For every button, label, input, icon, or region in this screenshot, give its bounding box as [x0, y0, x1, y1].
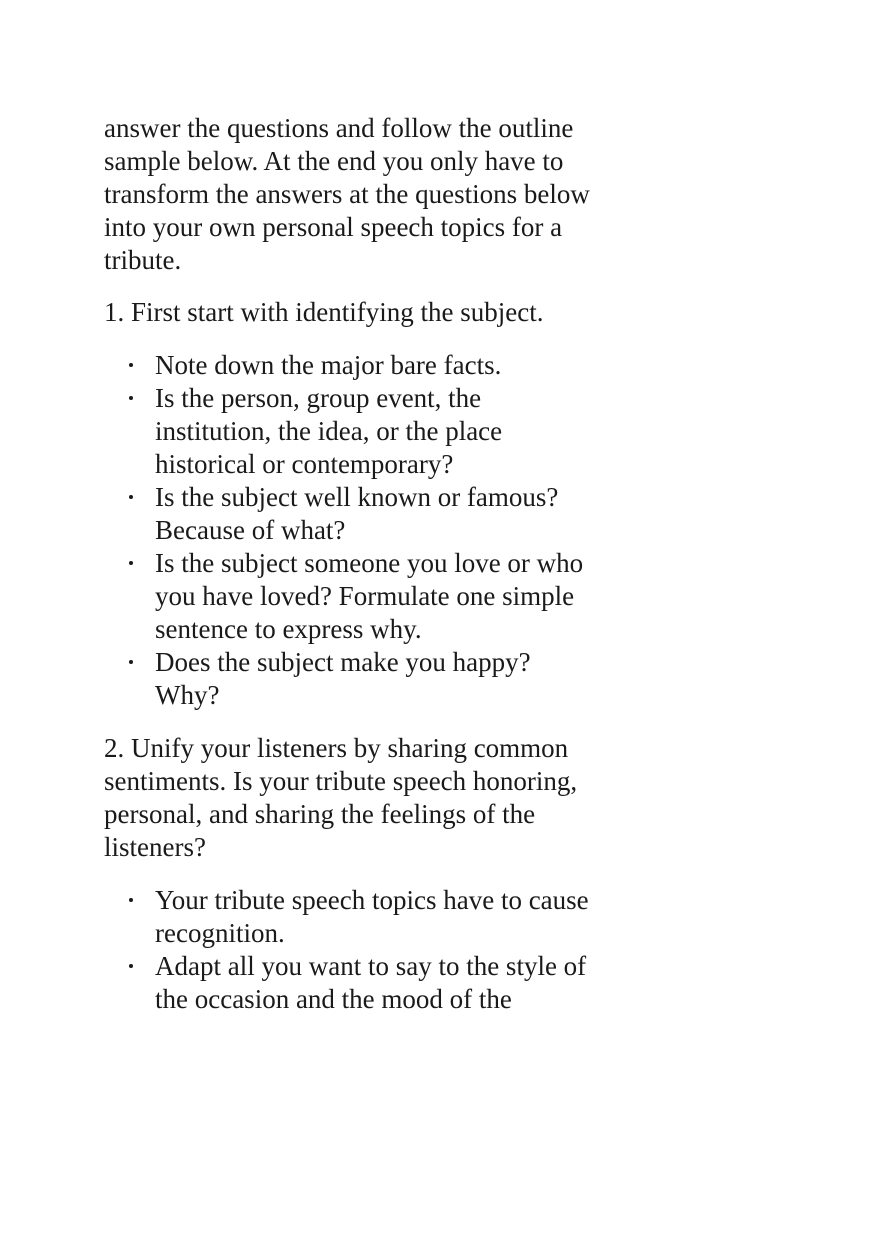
list-item [155, 950, 595, 1016]
list-item [155, 481, 595, 547]
bullet-icon [129, 561, 133, 565]
list-item [155, 646, 595, 712]
step-2-heading: 2. Unify your listeners by sharing common sentiments. Is your tribute speech honoring, personal, and sharing the feelings of the listeners? [104, 733, 578, 862]
list-item-text: Your tribute speech topics have to cause recognition. [155, 885, 589, 948]
bullet-icon [129, 363, 133, 367]
list-item [155, 884, 595, 950]
bullet-icon [129, 396, 133, 400]
bullet-icon [129, 495, 133, 499]
bullet-icon [129, 898, 133, 902]
list-item-text: Is the subject well known or famous? Because of what? [155, 482, 559, 545]
list-item [155, 349, 595, 382]
list-item [155, 547, 595, 646]
list-item [155, 382, 595, 481]
list-item-text: Does the subject make you happy? Why? [155, 647, 531, 710]
bullet-icon [129, 660, 133, 664]
list-item-text: Is the person, group event, the institution, the idea, or the place historical or contemporary? [155, 383, 503, 479]
step-1-heading: 1. First start with identifying the subject. [104, 297, 544, 327]
intro-paragraph: answer the questions and follow the outline sample below. At the end you only have to transform the answers at the questions below into your own personal speech topics for a tribute. [104, 113, 590, 275]
document-page [104, 112, 624, 1016]
step-2-bullet-list [104, 884, 595, 1016]
list-item-text: Note down the major bare facts. [155, 350, 502, 380]
bullet-icon [129, 964, 133, 968]
list-item-text: Is the subject someone you love or who you have loved? Formulate one simple sentence to express why. [155, 548, 584, 644]
step-1-bullet-list [104, 349, 595, 712]
list-item-text: Adapt all you want to say to the style of the occasion and the mood of the [155, 951, 587, 1014]
